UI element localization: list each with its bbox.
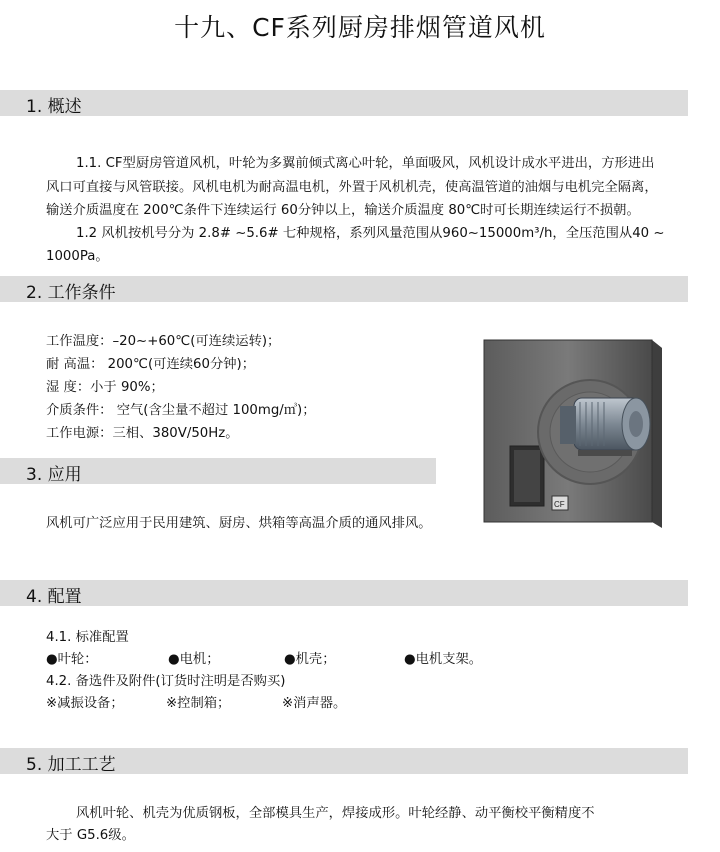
- page-title: 十九、CF系列厨房排烟管道风机: [174, 13, 546, 42]
- photo-plate-label: CF: [554, 500, 565, 509]
- section-1-paragraph-1-line-3: 输送介质温度在 200℃条件下连续运行 60分钟以上，输送介质温度 80℃时可长期连续运行不损朝。: [46, 203, 640, 218]
- process-line-2: 大于 G5.6级。: [46, 828, 135, 843]
- opt-item-silencer: ※消声器。: [282, 696, 347, 711]
- section-3-heading: 3. 应用: [26, 465, 82, 485]
- section-1-paragraph-2-line-1: 1.2 风机按机号分为 2.8# ~5.6# 七种规格，系列风量范围从960~15000m³/h，全压范围从40 ~: [76, 226, 665, 241]
- std-item-motor: ●电机；: [168, 652, 220, 667]
- section-4-heading: 4. 配置: [26, 587, 82, 607]
- condition-temperature: 工作温度：–20~+60℃(可连续运转)；: [46, 334, 281, 349]
- section-5-heading: 5. 加工工艺: [26, 755, 116, 775]
- section-1-heading: 1. 概述: [26, 97, 82, 117]
- opt-item-control-box: ※控制箱；: [166, 696, 231, 711]
- application-text: 风机可广泛应用于民用建筑、厨房、烘箱等高温介质的通风排风。: [46, 516, 432, 531]
- section-5-header: [0, 748, 688, 774]
- condition-humidity: 湿 度：小于 90%；: [46, 380, 164, 395]
- section-1-paragraph-1-line-1: 1.1. CF型厨房管道风机，叶轮为多翼前倾式离心叶轮，单面吸风，风机设计成水平进出，方形进出: [76, 156, 655, 171]
- optional-config-heading: 4.2. 备选件及附件(订货时注明是否购买): [46, 674, 286, 689]
- section-2-header: [0, 276, 688, 302]
- opt-item-damper: ※减振设备；: [46, 696, 124, 711]
- section-1-paragraph-2-line-2: 1000Pa。: [46, 249, 109, 264]
- condition-medium: 介质条件： 空气(含尘量不超过 100mg/㎥)；: [46, 403, 316, 418]
- condition-heat-resistance: 耐 高温： 200℃(可连续60分钟)；: [46, 357, 256, 372]
- section-2-heading: 2. 工作条件: [26, 283, 116, 303]
- section-3-header: [0, 458, 436, 484]
- fan-product-photo: [482, 336, 664, 532]
- process-line-1: 风机叶轮、机壳为优质钢板，全部模具生产，焊接成形。叶轮经静、动平衡校平衡精度不: [76, 806, 595, 821]
- std-item-impeller: ●叶轮：: [46, 652, 98, 667]
- section-1-paragraph-1-line-2: 风口可直接与风管联接。风机电机为耐高温电机，外置于风机机壳，使高温管道的油烟与电机完全隔离，: [46, 180, 658, 195]
- standard-config-heading: 4.1. 标准配置: [46, 630, 129, 645]
- section-1-header: [0, 90, 688, 116]
- condition-power: 工作电源：三相、380V/50Hz。: [46, 426, 239, 441]
- std-item-casing: ●机壳；: [284, 652, 336, 667]
- section-4-header: [0, 580, 688, 606]
- std-item-motor-bracket: ●电机支架。: [404, 652, 483, 667]
